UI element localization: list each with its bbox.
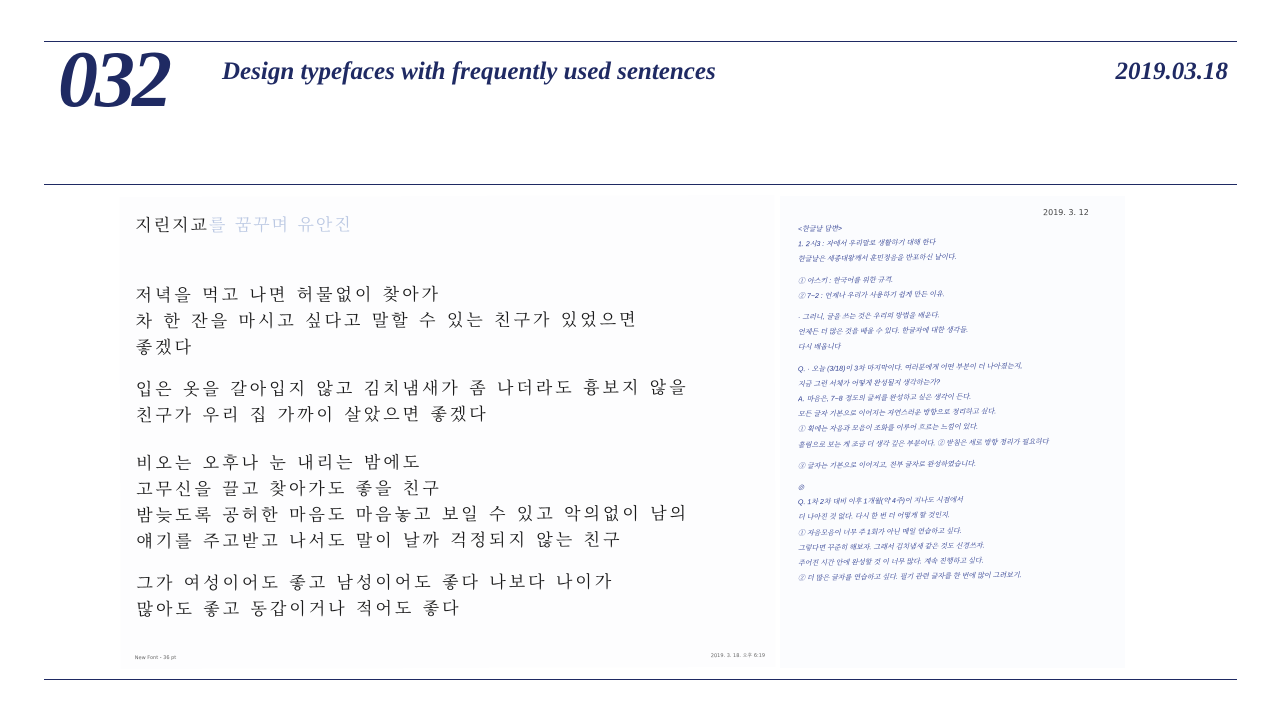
note-line: 언제든 더 많은 것을 배울 수 있다. 한글자에 대한 생각들. xyxy=(797,327,969,337)
note-line: 1. 2시3 : 자에서 우리말로 생활하기 대해 한다 xyxy=(797,239,936,249)
poem-paragraph xyxy=(136,449,689,555)
poem-paragraph xyxy=(136,375,689,429)
font-size-caption: New Font - 36 pt xyxy=(134,654,177,662)
header-rule xyxy=(44,184,1237,185)
poem-line: 고무신을 끌고 찾아가도 좋을 친구 xyxy=(136,479,442,501)
page-title: Design typefaces with frequently used sentences xyxy=(222,58,716,85)
poem-line: 비오는 오후나 눈 내리는 밤에도 xyxy=(136,453,423,475)
note-line: ① 자음모음이 너무 주 1회가 아닌 매일 연습하고 싶다. xyxy=(797,527,962,537)
poem-paragraph xyxy=(136,569,614,623)
notes-list xyxy=(798,220,1118,584)
poem-title-dark: 지린지교 xyxy=(135,215,210,237)
poem-paragraph xyxy=(135,281,638,361)
note-line: 주어진 시간 안에 완성할 것 이 너무 많다. 계속 진행하고 싶다. xyxy=(797,557,984,568)
note-line: ◎ xyxy=(797,484,805,492)
note-line: ① 아스키 : 한국어를 위한 규격. xyxy=(797,276,894,285)
poem-title xyxy=(135,210,353,236)
poem-line: 밤늦도록 공허한 마음도 마음놓고 보일 수 있고 악의없이 남의 xyxy=(136,504,690,527)
typeface-sample-sheet xyxy=(119,195,776,669)
note-line: 흘림으로 보는 게 조금 더 생각 깊은 부분이다. ② 받침은 세로 방향 정리가 필요하다 xyxy=(797,438,1049,449)
notes-date: 2019. 3. 12 xyxy=(1043,207,1090,218)
page-date: 2019.03.18 xyxy=(1115,58,1228,85)
poem-line: 많아도 좋고 동갑이거나 적어도 좋다 xyxy=(136,598,462,621)
note-line: <한글날 답변> xyxy=(797,225,842,234)
poem-line: 좋겠다 xyxy=(135,337,195,359)
print-timestamp: 2019. 3. 18. 오후 6:19 xyxy=(710,652,766,660)
poem-line: 그가 여성이어도 좋고 남성이어도 좋다 나보다 나이가 xyxy=(136,572,615,595)
poem-line: 차 한 잔을 마시고 싶다고 말할 수 있는 친구가 있었으면 xyxy=(135,310,639,333)
note-line: 그렇다면 꾸준히 해보자. 그래서 김치냄새 같은 것도 신경쓰자. xyxy=(797,542,985,553)
top-rule xyxy=(44,41,1237,42)
poem-line: 입은 옷을 갈아입지 않고 김치냄새가 좀 나더라도 흉보지 않을 xyxy=(135,378,689,401)
note-line: 다시 배웁니다 xyxy=(797,344,841,352)
note-line: ② 7~2 : 언제나 우리가 사용하기 쉽게 만든 이유. xyxy=(797,291,945,301)
note-line: 한글날은 세종대왕께서 훈민정음을 반포하신 날이다. xyxy=(797,254,957,264)
project-number: 032 xyxy=(58,36,169,124)
note-line: ① 획에는 자음과 모음이 조화를 이루어 흐르는 느낌이 있다. xyxy=(797,424,979,434)
note-line: · 그러니, 글을 쓰는 것은 우리의 방법을 배운다. xyxy=(797,312,940,322)
poem-line: 저녁을 먹고 나면 허물없이 찾아가 xyxy=(135,285,442,307)
poem-title-faint: 를 꿈꾸며 유안진 xyxy=(208,215,353,236)
note-line: 더 나아진 것 없다. 다시 한 번 더 어떻게 할 것인지. xyxy=(797,512,950,522)
note-line: Q. 1차 2차 대비 이후 1개월(약 4주)이 지나도 시점에서 xyxy=(797,497,963,507)
note-line: 지금 그런 서체가 어떻게 완성될지 생각하는가? xyxy=(797,379,941,389)
note-line: Q. · 오늘 (3/18)이 3차 마지막이다. 여러분에게 어떤 부분이 더 나아졌는지, xyxy=(797,362,1023,373)
handwritten-notes-sheet xyxy=(780,196,1125,668)
bottom-rule xyxy=(44,679,1237,680)
poem-line: 얘기를 주고받고 나서도 말이 날까 걱정되지 않는 친구 xyxy=(136,530,623,553)
poem-line: 친구가 우리 집 가까이 살았으면 좋겠다 xyxy=(135,404,489,427)
note-line: ② 더 많은 글자를 연습하고 싶다. 필기 관련 글자를 한 번에 많이 그려보기. xyxy=(797,572,1022,583)
note-line: 모든 글자 기본으로 이어지는 자연스러운 방향으로 정리하고 싶다. xyxy=(797,408,997,419)
note-line: ③ 글자는 기본으로 이어지고, 전부 글자로 완성하였습니다. xyxy=(797,460,977,471)
note-line: A. 마음은, 7~8 정도의 글씨를 완성하고 싶은 생각이 든다. xyxy=(797,393,972,404)
